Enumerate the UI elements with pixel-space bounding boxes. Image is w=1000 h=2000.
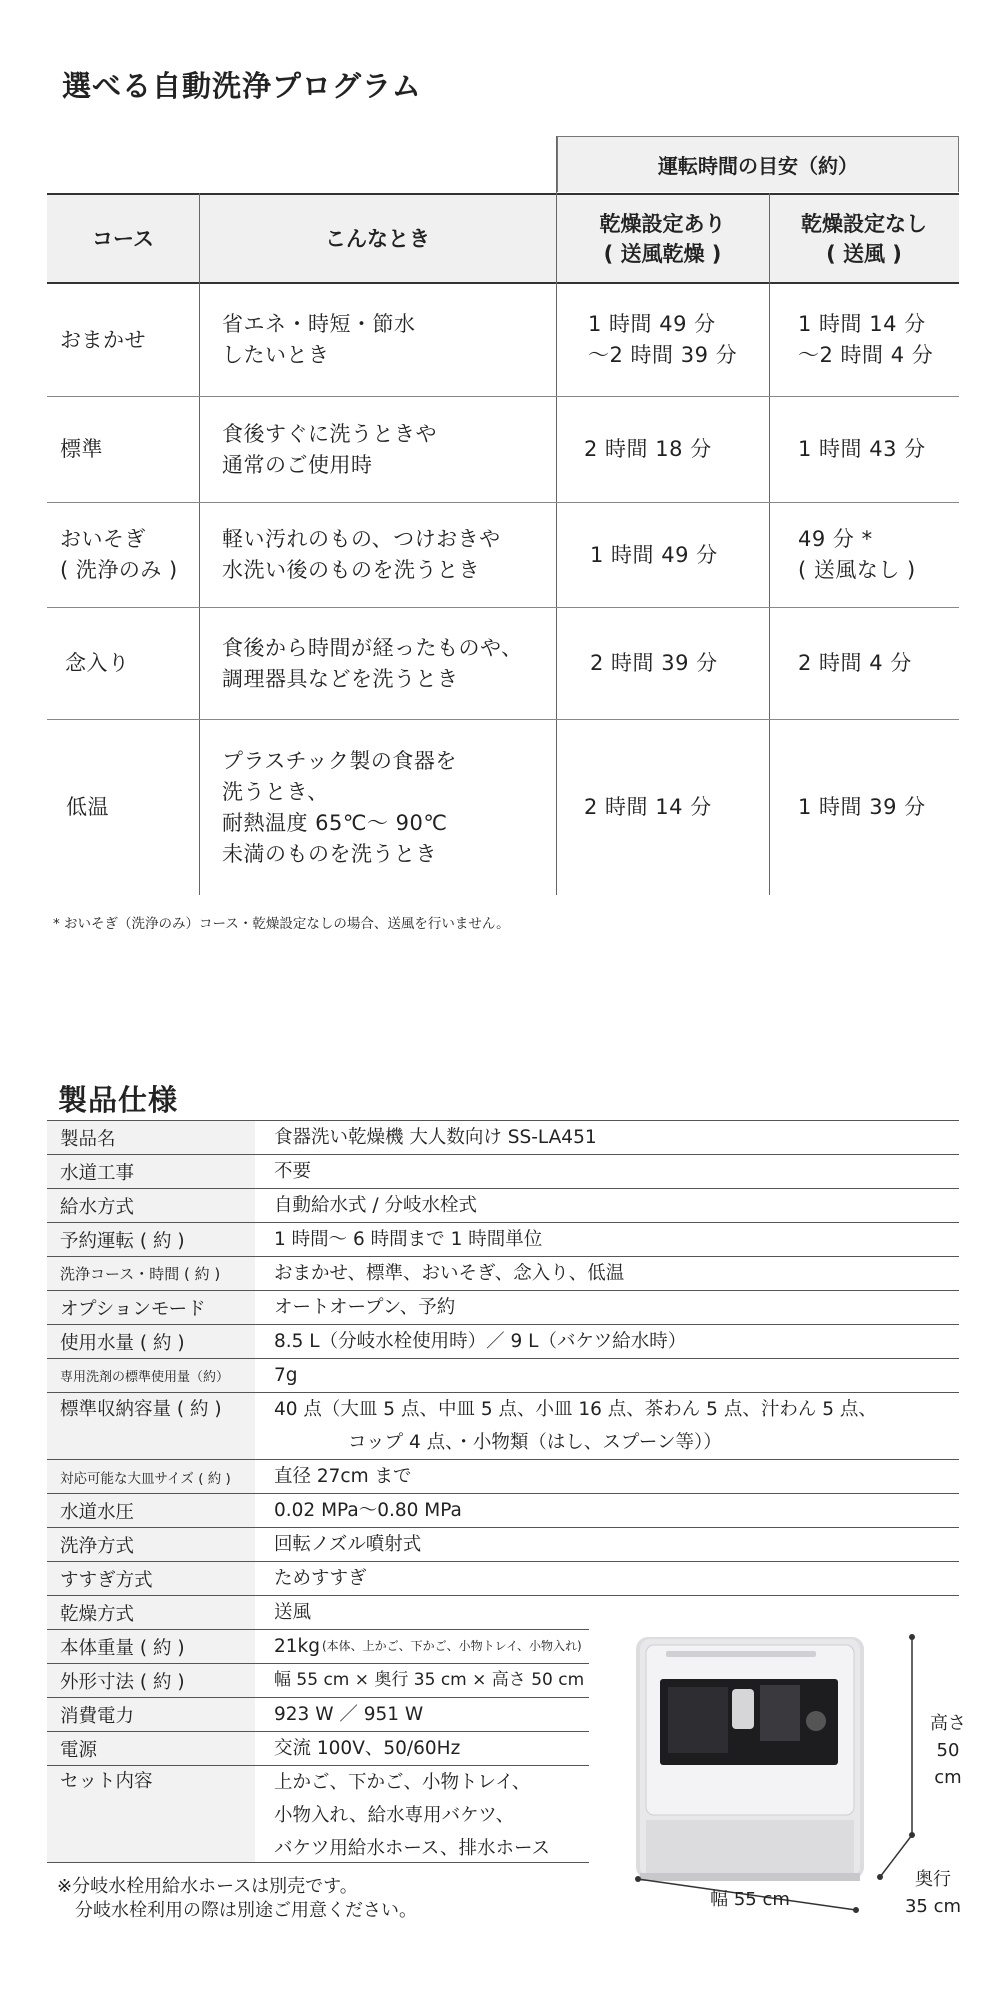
- course-when: 省エネ・時短・節水 したいとき: [222, 312, 416, 367]
- col-dry-off: 乾燥設定なし ( 送風 ): [801, 211, 927, 266]
- spec-value: 923 W ／ 951 W: [274, 1704, 424, 1725]
- course-name: 念入り: [65, 651, 130, 675]
- spec-row: [47, 1493, 959, 1527]
- spec-label: 消費電力: [47, 1698, 255, 1731]
- spec-value: [255, 1630, 582, 1663]
- time-dry-off: 2 時間 4 分: [798, 651, 912, 675]
- time-dry-on: 2 時間 14 分: [584, 795, 712, 819]
- time-dry-off: 1 時間 39 分: [798, 795, 926, 819]
- program-footnote: * おいそぎ（洗浄のみ）コース・乾燥設定なしの場合、送風を行いません。: [53, 916, 510, 932]
- course-name: おいそぎ ( 洗浄のみ ): [60, 527, 178, 582]
- spec-label: 外形寸法 ( 約 ): [47, 1664, 255, 1697]
- course-name: おまかせ: [60, 327, 146, 352]
- height-label: 高さ 50 cm: [930, 1713, 966, 1788]
- spec-label: 洗浄方式: [47, 1528, 255, 1561]
- spec-value: おまかせ、標準、おいそぎ、念入り、低温: [274, 1263, 625, 1284]
- spec-value: 直径 27cm まで: [274, 1466, 412, 1487]
- spec-value: 不要: [274, 1161, 312, 1182]
- spec-row: [47, 1392, 959, 1459]
- divider: [199, 284, 200, 895]
- time-dry-off: 49 分 * ( 送風なし ): [798, 527, 916, 582]
- spec-value: 交流 100V、50/60Hz: [274, 1738, 461, 1759]
- time-dry-on: 2 時間 39 分: [590, 651, 718, 675]
- weight-detail: (本体、上かご、下かご、小物トレイ、小物入れ): [322, 1639, 582, 1653]
- spec-label: 予約運転 ( 約 ): [47, 1223, 255, 1256]
- spec-value: 食器洗い乾燥機 大人数向け SS-LA451: [274, 1127, 597, 1148]
- spec-row: [47, 1188, 959, 1222]
- col-course: コース: [92, 226, 154, 251]
- depth-label: 奥行 35 cm: [904, 1869, 962, 1917]
- spec-row: [47, 1697, 589, 1731]
- divider: [199, 193, 200, 284]
- spec-label: 給水方式: [47, 1189, 255, 1222]
- weight-value: 21kg: [274, 1636, 320, 1657]
- time-dry-off: 1 時間 14 分 〜2 時間 4 分: [798, 312, 934, 367]
- course-name: 標準: [60, 437, 103, 461]
- program-title: 選べる自動洗浄プログラム: [62, 69, 422, 103]
- course-name: 低温: [66, 795, 109, 819]
- spec-row: [47, 1324, 959, 1358]
- spec-label: セット内容: [47, 1766, 255, 1862]
- spec-value: 8.5 L（分岐水栓使用時）／ 9 L（バケツ給水時）: [274, 1331, 687, 1352]
- time-dry-off: 1 時間 43 分: [798, 437, 926, 461]
- spec-label: 製品名: [47, 1121, 255, 1154]
- spec-row: [47, 1527, 959, 1561]
- divider: [556, 136, 557, 895]
- spec-label: 専用洗剤の標準使用量（約）: [47, 1359, 255, 1392]
- spec-row: [47, 1561, 959, 1595]
- spec-value: 送風: [274, 1602, 312, 1623]
- spec-row: [47, 1595, 959, 1629]
- width-label: 幅 55 cm: [710, 1889, 790, 1910]
- course-when: 食後すぐに洗うときや 通常のご使用時: [222, 421, 437, 477]
- spec-value: 1 時間〜 6 時間まで 1 時間単位: [274, 1229, 543, 1250]
- spec-label: 使用水量 ( 約 ): [47, 1325, 255, 1358]
- time-dry-on: 2 時間 18 分: [584, 437, 712, 461]
- spec-row: [47, 1358, 959, 1392]
- specs-title: 製品仕様: [58, 1083, 179, 1117]
- spec-value: オートオープン、予約: [274, 1297, 456, 1318]
- spec-value: 自動給水式 / 分岐水栓式: [274, 1195, 477, 1216]
- spec-row: [47, 1222, 959, 1256]
- spec-row: [47, 1256, 959, 1290]
- spec-row: [47, 1629, 589, 1663]
- time-dry-on: 1 時間 49 分: [590, 542, 718, 567]
- spec-label: 水道水圧: [47, 1494, 255, 1527]
- course-when: 軽い汚れのもの、つけおきや 水洗い後のものを洗うとき: [222, 527, 501, 582]
- spec-label: 水道工事: [47, 1155, 255, 1188]
- spec-row: [47, 1459, 959, 1493]
- divider: [769, 193, 770, 895]
- col-when: こんなとき: [325, 226, 430, 251]
- dishwasher-body: [636, 1637, 864, 1881]
- spec-row: [47, 1663, 589, 1697]
- spec-label: 洗浄コース・時間 ( 約 ): [47, 1257, 255, 1290]
- spec-value: ためすすぎ: [274, 1568, 367, 1589]
- spec-value: 7g: [274, 1365, 298, 1386]
- spec-row: [47, 1765, 589, 1863]
- course-when: プラスチック製の食器を 洗うとき、 耐熱温度 65℃〜 90℃ 未満のものを洗うとき: [222, 748, 457, 866]
- spec-row: [47, 1154, 959, 1188]
- spec-label: オプションモード: [47, 1291, 255, 1324]
- program-table-header: [47, 193, 959, 284]
- spec-value: 回転ノズル噴射式: [274, 1534, 422, 1555]
- spec-label: 標準収納容量 ( 約 ): [47, 1393, 255, 1459]
- spec-label: 対応可能な大皿サイズ ( 約 ): [47, 1460, 255, 1493]
- course-when: 食後から時間が経ったものや、 調理器具などを洗うとき: [222, 635, 523, 691]
- spec-value: 上かご、下かご、小物トレイ、 小物入れ、給水専用バケツ、 バケツ用給水ホース、排水ホース: [274, 1772, 551, 1859]
- spec-label: 本体重量 ( 約 ): [47, 1630, 255, 1663]
- spec-row: [47, 1731, 589, 1765]
- spec-row: [47, 1120, 959, 1154]
- spec-value: 40 点（大皿 5 点、中皿 5 点、小皿 16 点、茶わん 5 点、汁わん 5 点、 コップ 4 点、・小物類（はし、スプーン等））: [274, 1399, 877, 1453]
- spec-value: 幅 55 cm × 奥行 35 cm × 高さ 50 cm: [274, 1670, 585, 1690]
- time-estimate-header: 運転時間の目安（約）: [557, 136, 959, 192]
- spec-label: 電源: [47, 1732, 255, 1765]
- time-dry-on: 1 時間 49 分 〜2 時間 39 分: [588, 312, 738, 367]
- spec-row: [47, 1290, 959, 1324]
- specs-note: ※分岐水栓用給水ホースは別売です。 分岐水栓利用の際は別途ご用意ください。: [57, 1876, 417, 1921]
- spec-label: すすぎ方式: [47, 1562, 255, 1595]
- spec-value: 0.02 MPa〜0.80 MPa: [274, 1500, 462, 1521]
- spec-label: 乾燥方式: [47, 1596, 255, 1629]
- col-dry-on: 乾燥設定あり ( 送風乾燥 ): [599, 211, 726, 266]
